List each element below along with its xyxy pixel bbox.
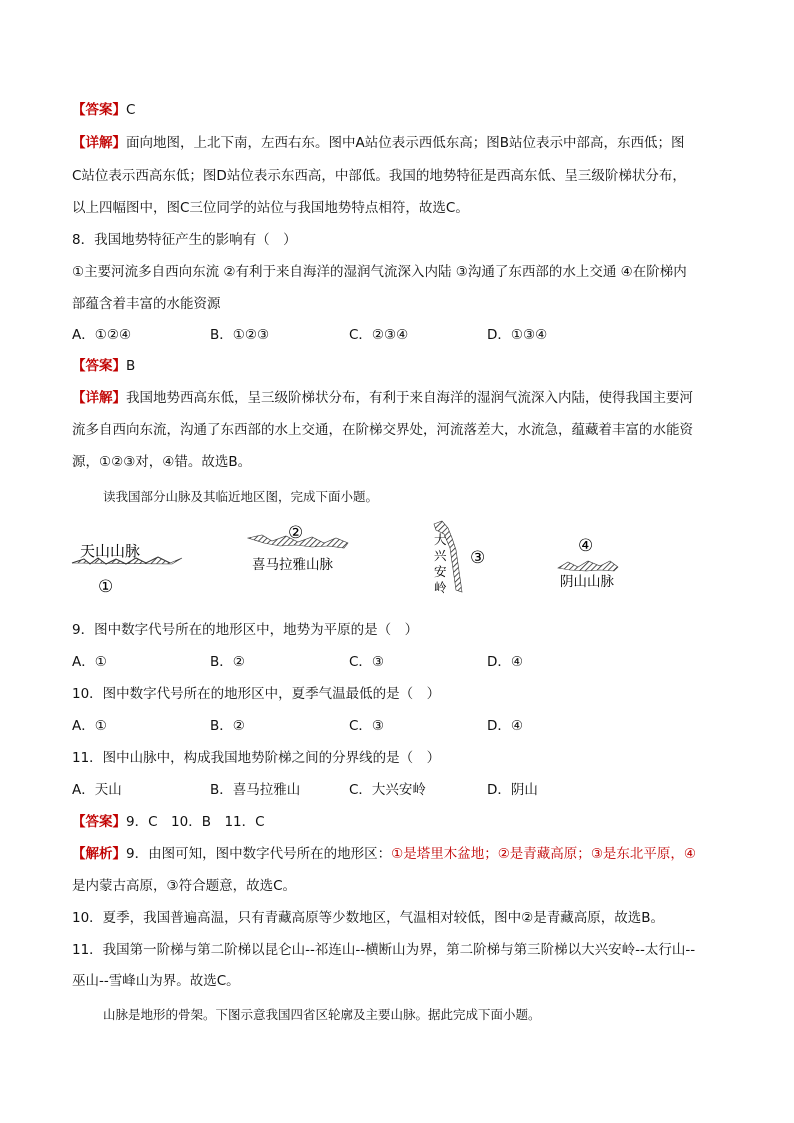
q8-items-line-2: 部蕴含着丰富的水能资源	[72, 296, 221, 312]
q8-items-line-1: ①主要河流多自西向东流 ②有利于来自海洋的湿润气流深入内陆 ③沟通了东西部的水上交通 ④在阶梯内	[72, 264, 687, 280]
q8-stem: 8．我国地势特征产生的影响有（ ）	[72, 232, 297, 248]
khingan-label-1: 大	[434, 532, 447, 547]
marker-2: ②	[288, 523, 304, 543]
q11-stem: 11．图中山脉中，构成我国地势阶梯之间的分界线的是（ ）	[72, 750, 441, 766]
q9-stem: 9．图中数字代号所在的地形区中，地势为平原的是（ ）	[72, 622, 419, 638]
khingan-label-3: 安	[434, 564, 447, 579]
yinshan-mountains	[558, 536, 618, 590]
q8-option-c: C．②③④	[349, 327, 409, 343]
analysis-line-3: 10．夏季，我国普遍高温，只有青藏高原等少数地区，气温相对较低，图中②是青藏高原，故选B。	[72, 910, 665, 926]
greater-khingan-mountains	[434, 521, 485, 595]
analysis-line-5: 巫山--雪峰山为界。故选C。	[72, 973, 240, 989]
khingan-label-2: 兴	[434, 548, 447, 563]
mountain-ranges-figure	[66, 518, 646, 600]
q11-option-c: C．大兴安岭	[349, 782, 426, 798]
q8-option-d: D．①③④	[487, 327, 548, 343]
q10-option-d: D．④	[487, 718, 523, 734]
q11-option-b: B．喜马拉雅山	[210, 782, 301, 798]
intro-provinces-map: 山脉是地形的骨架。下图示意我国四省区轮廓及主要山脉。据此完成下面小题。	[103, 1007, 541, 1022]
q8-detail-line-3: 源，①②③对，④错。故选B。	[72, 454, 252, 470]
q7-detail-line-3: 以上四幅图中，图C三位同学的站位与我国地势特点相符，故选C。	[72, 200, 469, 216]
q9-option-a: A．①	[72, 654, 107, 670]
marker-1: ①	[98, 577, 114, 597]
himalaya-mountains	[248, 523, 348, 573]
intro-mountains-map: 读我国部分山脉及其临近地区图，完成下面小题。	[103, 489, 379, 504]
marker-3: ③	[470, 548, 486, 568]
q8-detail-line-2: 流多自西向东流，沟通了东西部的水上交通，在阶梯交界处，河流落差大，水流急，蕴藏着丰富的水能资	[72, 422, 693, 438]
q10-option-a: A．①	[72, 718, 107, 734]
q11-option-a: A．天山	[72, 782, 122, 798]
q9-option-d: D．④	[487, 654, 523, 670]
himalaya-label: 喜马拉雅山脉	[252, 557, 333, 573]
q8-answer: 【答案】B	[72, 358, 136, 374]
marker-4: ④	[578, 536, 594, 556]
yinshan-label: 阴山山脉	[560, 574, 614, 590]
q7-detail-line-2: C站位表示西高东低；图D站位表示东西高，中部低。我国的地势特征是西高东低、呈三级阶梯状分布，	[72, 168, 686, 184]
q11-option-d: D．阴山	[487, 782, 538, 798]
khingan-label-4: 岭	[434, 580, 447, 595]
analysis-line-2: 是内蒙古高原，③符合题意，故选C。	[72, 878, 297, 894]
q8-option-b: B．①②③	[210, 327, 270, 343]
q7-answer: 【答案】C	[72, 102, 136, 118]
q9-option-b: B．②	[210, 654, 245, 670]
q10-stem: 10．图中数字代号所在的地形区中，夏季气温最低的是（ ）	[72, 686, 441, 702]
tianshan-label: 天山山脉	[80, 542, 141, 560]
q7-detail-line-1: 【详解】面向地图，上北下南，左西右东。图中A站位表示西低东高；图B站位表示中部高，东西低；图	[72, 135, 685, 151]
q9-option-c: C．③	[349, 654, 385, 670]
tianshan-mountains	[72, 542, 182, 597]
analysis-line-4: 11．我国第一阶梯与第二阶梯以昆仑山--祁连山--横断山为界，第二阶梯与第三阶梯以大兴安岭--太行山--	[72, 942, 696, 958]
q10-option-b: B．②	[210, 718, 245, 734]
answers-9-11: 【答案】9．C 10．B 11．C	[72, 814, 265, 830]
analysis-line-1: 【解析】9．由图可知，图中数字代号所在的地形区：①是塔里木盆地；②是青藏高原；③是东北平原，④	[72, 846, 697, 862]
q10-option-c: C．③	[349, 718, 385, 734]
q8-detail-line-1: 【详解】我国地势西高东低，呈三级阶梯状分布，有利于来自海洋的湿润气流深入内陆，使得我国主要河	[72, 390, 693, 406]
q8-option-a: A．①②④	[72, 327, 132, 343]
